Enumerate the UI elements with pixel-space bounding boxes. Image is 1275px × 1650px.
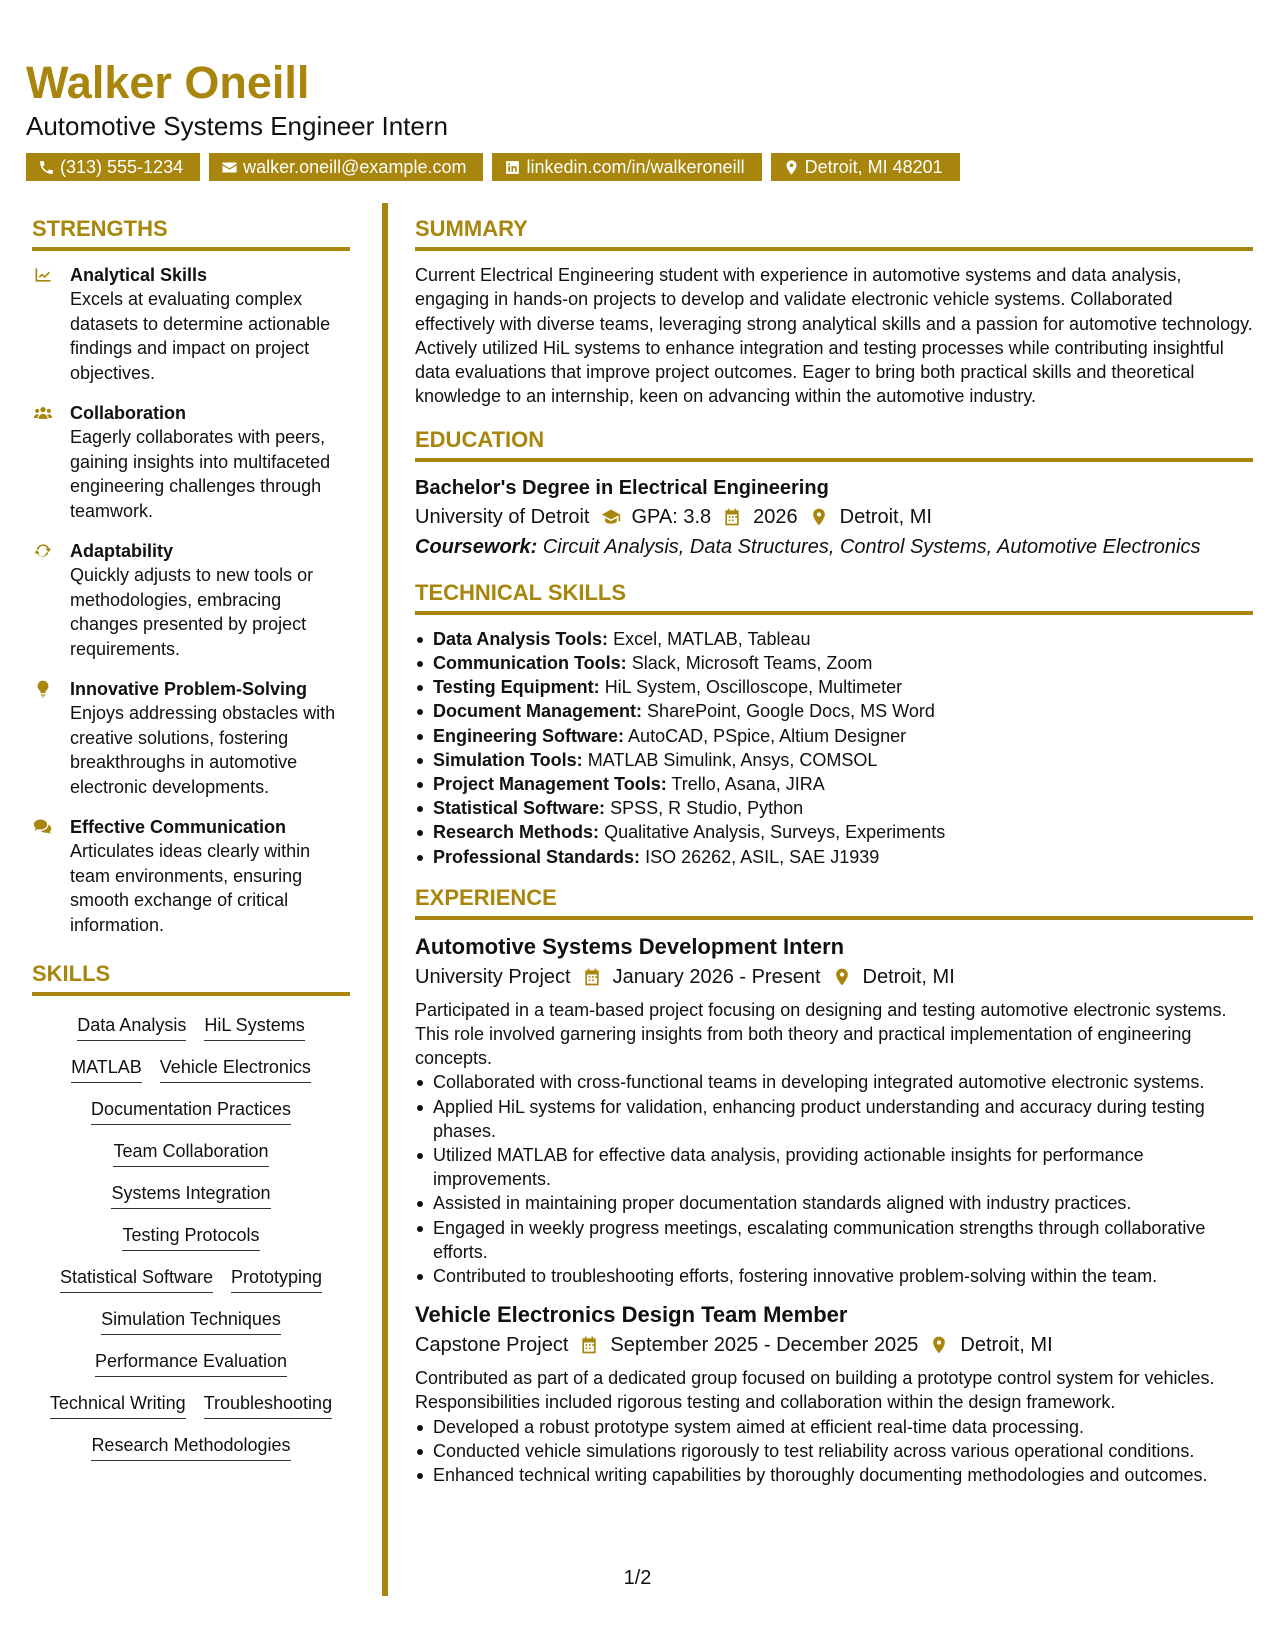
line-chart-icon <box>32 265 54 285</box>
strength-item <box>32 677 350 799</box>
list-item: Communication Tools: Slack, Microsoft Teams, Zoom <box>415 651 1253 675</box>
gpa: GPA: 3.8 <box>631 505 712 528</box>
job-location: Detroit, MI <box>862 965 955 988</box>
skill-tag: Simulation Techniques <box>101 1308 281 1335</box>
column-divider <box>382 203 388 1596</box>
skill-row <box>32 1434 350 1461</box>
linkedin-icon <box>504 159 521 176</box>
contact-phone-text: (313) 555-1234 <box>60 156 184 177</box>
skill-row <box>32 1308 350 1335</box>
list-item: Document Management: SharePoint, Google Docs, MS Word <box>415 699 1253 723</box>
job-dates: September 2025 - December 2025 <box>610 1334 919 1357</box>
school-name: University of Detroit <box>415 505 590 528</box>
contact-bar <box>26 153 960 181</box>
list-item: Statistical Software: SPSS, R Studio, Python <box>415 796 1253 820</box>
job-description: Contributed as part of a dedicated group focused on building a prototype control system for vehicles. Responsibilities included rigorous testing and collaboration within the design framework. <box>415 1368 1215 1413</box>
contact-email-text: walker.oneill@example.com <box>243 156 467 177</box>
technical-skills-heading: TECHNICAL SKILLS <box>415 582 1253 615</box>
list-item: Assisted in maintaining proper documentation standards aligned with industry practices. <box>415 1191 1253 1215</box>
strength-item <box>32 539 350 661</box>
skill-tag: Prototyping <box>231 1266 322 1293</box>
strength-name: Adaptability <box>70 541 174 561</box>
list-item: Professional Standards: ISO 26262, ASIL, SAE J1939 <box>415 845 1253 869</box>
job-location: Detroit, MI <box>960 1334 1053 1357</box>
left-column <box>32 218 350 1476</box>
candidate-title: Automotive Systems Engineer Intern <box>26 111 448 141</box>
calendar-icon <box>578 1335 600 1355</box>
technical-skills-list <box>415 627 1253 869</box>
skill-row <box>32 1140 350 1167</box>
right-column <box>415 218 1253 1499</box>
list-item: Simulation Tools: MATLAB Simulink, Ansys, COMSOL <box>415 748 1253 772</box>
list-item: Project Management Tools: Trello, Asana, JIRA <box>415 772 1253 796</box>
summary-text: Current Electrical Engineering student with experience in automotive systems and data analysis, engaging in hands-on projects to develop and validate electronic vehicle systems. Collaborated effectively with diverse teams, leveraging strong analytical skills and a passion for automotive technology. Actively utilized HiL systems to enhance integration and testing processes while contributing insightful data evaluations that improve project outcomes. Eager to bring both practical skills and theoretical knowledge to an internship, keen on advancing within the automotive industry. <box>415 265 1253 407</box>
coursework-label: Coursework: <box>415 535 538 558</box>
skill-tag: Research Methodologies <box>91 1434 290 1461</box>
refresh-icon <box>32 541 54 561</box>
strength-desc: Quickly adjusts to new tools or methodologies, embracing changes presented by project requirements. <box>70 565 314 659</box>
skill-row <box>32 1266 350 1293</box>
job-bullets <box>415 1415 1253 1488</box>
job-meta <box>415 1330 1253 1360</box>
strength-name: Innovative Problem-Solving <box>70 679 308 699</box>
skills-heading: SKILLS <box>32 963 350 996</box>
job-org: University Project <box>415 965 571 988</box>
skill-row <box>32 1182 350 1209</box>
contact-location <box>771 153 960 181</box>
skill-tag: Testing Protocols <box>122 1224 259 1251</box>
skill-tag: Performance Evaluation <box>95 1350 287 1377</box>
calendar-icon <box>721 507 743 527</box>
list-item: Utilized MATLAB for effective data analysis, providing actionable insights for performance improvements. <box>415 1143 1253 1191</box>
skill-row <box>32 1224 350 1251</box>
strength-name: Analytical Skills <box>70 265 208 285</box>
job-entry <box>415 1300 1253 1487</box>
job-bullets <box>415 1070 1253 1288</box>
school-location: Detroit, MI <box>839 505 932 528</box>
education-heading: EDUCATION <box>415 429 1253 462</box>
skill-row <box>32 1098 350 1125</box>
skill-tag: Systems Integration <box>111 1182 270 1209</box>
envelope-icon <box>221 159 238 176</box>
skill-tag: Statistical Software <box>60 1266 213 1293</box>
skill-tag: Troubleshooting <box>204 1392 332 1419</box>
skill-tag: Team Collaboration <box>113 1140 268 1167</box>
list-item: Contributed to troubleshooting efforts, fostering innovative problem-solving within the team. <box>415 1264 1253 1288</box>
skill-tag: Data Analysis <box>77 1014 186 1041</box>
strength-desc: Excels at evaluating complex datasets to determine actionable findings and impact on project objectives. <box>70 289 331 383</box>
skill-row <box>32 1350 350 1377</box>
skills-section <box>32 963 350 1461</box>
list-item: Applied HiL systems for validation, enhancing product understanding and accuracy during testing phases. <box>415 1095 1253 1143</box>
contact-location-text: Detroit, MI 48201 <box>804 156 943 177</box>
contact-linkedin[interactable] <box>492 153 761 181</box>
list-item: Conducted vehicle simulations rigorously to test reliability across various operational conditions. <box>415 1439 1253 1463</box>
skill-tag: Documentation Practices <box>91 1098 291 1125</box>
skill-row <box>32 1014 350 1041</box>
skill-tag: Vehicle Electronics <box>160 1056 311 1083</box>
phone-icon <box>38 159 55 176</box>
skill-row <box>32 1392 350 1419</box>
strength-desc: Articulates ideas clearly within team environments, ensuring smooth exchange of critical information. <box>70 841 311 935</box>
strengths-heading: STRENGTHS <box>32 218 350 251</box>
job-org: Capstone Project <box>415 1334 569 1357</box>
candidate-name: Walker Oneill <box>26 57 310 108</box>
job-entry <box>415 932 1253 1288</box>
contact-linkedin-text: linkedin.com/in/walkeroneill <box>526 156 745 177</box>
strength-item <box>32 815 350 937</box>
job-description: Participated in a team-based project focusing on designing and testing automotive electronic systems. This role involved garnering insights from both theory and practical implementation of engineering concepts. <box>415 999 1227 1069</box>
strength-item <box>32 263 350 385</box>
map-pin-icon <box>783 159 800 176</box>
coursework-list: Circuit Analysis, Data Structures, Control Systems, Automotive Electronics <box>542 535 1201 558</box>
contact-email[interactable] <box>209 153 483 181</box>
graduation-cap-icon <box>600 507 622 527</box>
list-item: Developed a robust prototype system aimed at efficient real-time data processing. <box>415 1415 1253 1439</box>
comments-icon <box>32 817 54 837</box>
skill-row <box>32 1056 350 1083</box>
degree-name: Bachelor's Degree in Electrical Engineering <box>415 476 829 499</box>
list-item: Engineering Software: AutoCAD, PSpice, Altium Designer <box>415 724 1253 748</box>
skill-tag: MATLAB <box>71 1056 142 1083</box>
strength-desc: Eagerly collaborates with peers, gaining insights into multifaceted engineering challenges through teamwork. <box>70 427 331 521</box>
coursework <box>415 532 1253 562</box>
list-item: Research Methods: Qualitative Analysis, Surveys, Experiments <box>415 820 1253 844</box>
skill-tag: Technical Writing <box>50 1392 186 1419</box>
page-number: 1/2 <box>623 1567 652 1589</box>
list-item: Enhanced technical writing capabilities by thoroughly documenting methodologies and outcomes. <box>415 1463 1253 1487</box>
list-item: Engaged in weekly progress meetings, escalating communication strengths through collaborative efforts. <box>415 1216 1253 1264</box>
graduation-year: 2026 <box>753 505 798 528</box>
job-title: Automotive Systems Development Intern <box>415 933 845 959</box>
map-pin-icon <box>808 507 830 527</box>
job-title: Vehicle Electronics Design Team Member <box>415 1302 848 1328</box>
contact-phone[interactable] <box>26 153 200 181</box>
calendar-icon <box>581 967 603 987</box>
strength-name: Effective Communication <box>70 817 287 837</box>
map-pin-icon <box>831 967 853 987</box>
education-meta <box>415 502 1253 532</box>
strength-name: Collaboration <box>70 403 186 423</box>
lightbulb-icon <box>32 679 54 699</box>
list-item: Testing Equipment: HiL System, Oscilloscope, Multimeter <box>415 675 1253 699</box>
skill-tag: HiL Systems <box>204 1014 304 1041</box>
strength-desc: Enjoys addressing obstacles with creative solutions, fostering breakthroughs in automotive electronic developments. <box>70 703 336 797</box>
map-pin-icon <box>928 1335 950 1355</box>
summary-heading: SUMMARY <box>415 218 1253 251</box>
job-meta <box>415 962 1253 992</box>
experience-heading: EXPERIENCE <box>415 887 1253 920</box>
list-item: Data Analysis Tools: Excel, MATLAB, Tableau <box>415 627 1253 651</box>
users-icon <box>32 403 54 423</box>
list-item: Collaborated with cross-functional teams in developing integrated automotive electronic systems. <box>415 1070 1253 1094</box>
strength-item <box>32 401 350 523</box>
job-dates: January 2026 - Present <box>612 965 821 988</box>
